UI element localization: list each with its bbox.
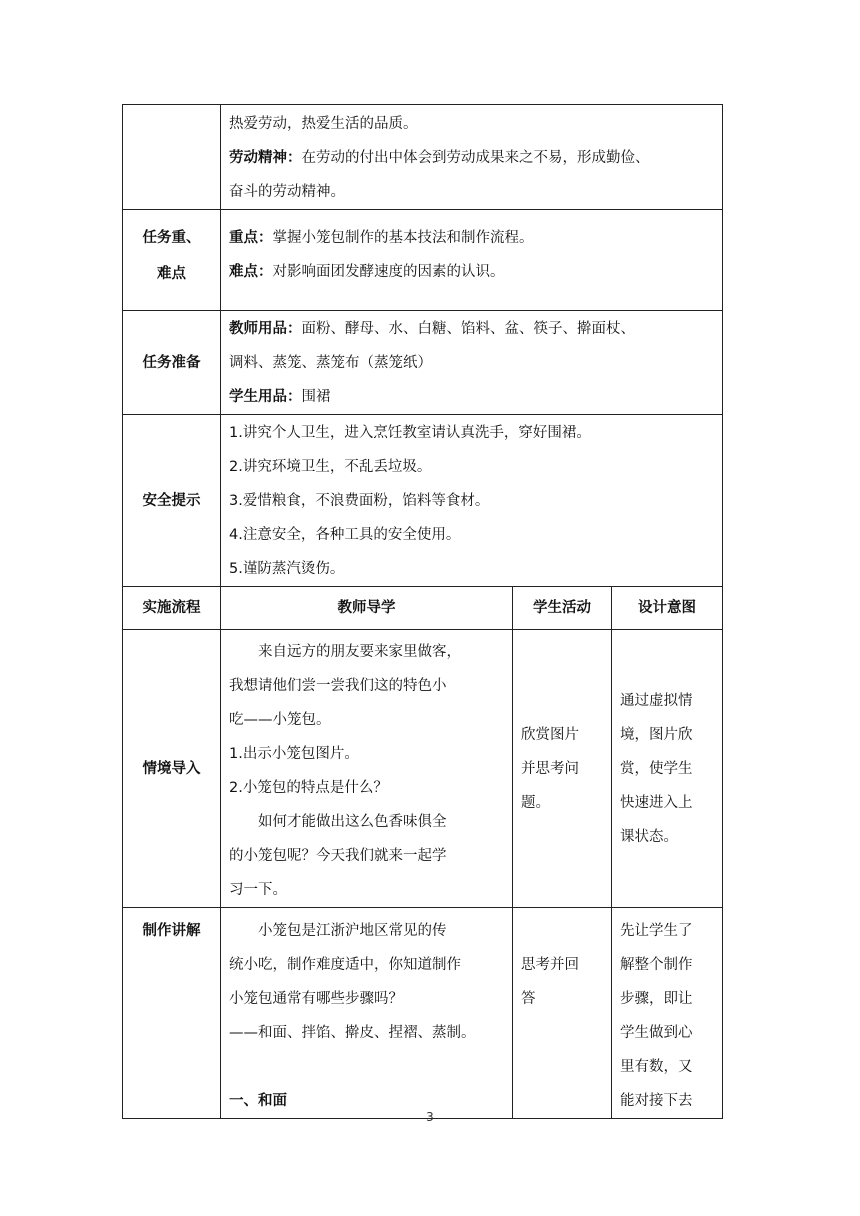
focus-label: 重点： <box>229 230 273 246</box>
key-points-content <box>221 210 723 311</box>
header-design-intent: 设计意图 <box>612 587 723 630</box>
table-header-row <box>123 587 723 630</box>
intro-teacher-line: 我想请他们尝一尝我们这的特色小 <box>229 678 447 694</box>
labor-spirit-line <box>229 141 716 175</box>
explain-student-content <box>513 908 612 1119</box>
intro-student-line: 题。 <box>521 794 550 811</box>
intro-design-line: 赏，使学生 <box>620 760 693 777</box>
header-teacher-guide: 教师导学 <box>221 587 513 630</box>
key-points-label-2: 难点 <box>157 266 186 282</box>
intro-teacher-line: 习一下。 <box>229 882 287 898</box>
difficulty-label: 难点： <box>229 264 273 280</box>
table-row-preparation <box>123 311 723 415</box>
key-points-label-cell <box>123 210 221 311</box>
intro-label: 情境导入 <box>123 630 221 908</box>
table-row-safety <box>123 415 723 587</box>
explain-student-line: 答 <box>521 991 536 1007</box>
safety-item: 2.讲究环境卫生，不乱丢垃圾。 <box>229 459 432 475</box>
explain-design-content <box>612 908 723 1119</box>
intro-teacher-content <box>221 630 513 908</box>
intro-student-line: 欣赏图片 <box>521 726 579 743</box>
teacher-supplies-text: 面粉、酵母、水、白糖、馅料、盆、筷子、擀面杖、 <box>301 321 635 337</box>
labor-spirit-text: 在劳动的付出中体会到劳动成果来之不易，形成勤俭、 <box>301 150 650 166</box>
explain-design-line: 学生做到心 <box>620 1025 693 1041</box>
safety-item: 1.讲究个人卫生，进入烹饪教室请认真洗手，穿好围裙。 <box>229 425 591 441</box>
goal-content <box>221 105 723 210</box>
intro-teacher-line: 如何才能做出这么色香味俱全 <box>258 814 447 830</box>
student-supplies-text: 围裙 <box>301 389 331 405</box>
explain-design-line: 解整个制作 <box>620 957 693 973</box>
intro-student-line: 并思考问 <box>521 760 579 777</box>
teacher-supplies-line <box>229 312 716 346</box>
preparation-content <box>221 311 723 415</box>
teacher-supplies-line-2: 调料、蒸笼、蒸笼布（蒸笼纸） <box>229 355 432 371</box>
intro-design-line: 境，图片欣 <box>620 726 693 743</box>
safety-label: 安全提示 <box>123 415 221 587</box>
goal-line: 热爱劳动，热爱生活的品质。 <box>229 116 418 132</box>
intro-student-content <box>513 630 612 908</box>
intro-teacher-line: 2.小笼包的特点是什么？ <box>229 780 388 796</box>
explain-design-line: 先让学生了 <box>620 923 693 939</box>
intro-teacher-line: 1.出示小笼包图片。 <box>229 746 359 762</box>
explain-teacher-line: ——和面、拌馅、擀皮、捏褶、蒸制。 <box>229 1025 476 1041</box>
table-row-explanation <box>123 908 723 1119</box>
table-row-continuation <box>123 105 723 210</box>
table-row-intro <box>123 630 723 908</box>
teacher-supplies-label: 教师用品： <box>229 321 302 337</box>
intro-design-content <box>612 630 723 908</box>
key-points-label-1: 任务重、 <box>142 230 201 246</box>
intro-design-line: 通过虚拟情 <box>620 692 693 709</box>
header-student-activity: 学生活动 <box>513 587 612 630</box>
safety-item: 4.注意安全，各种工具的安全使用。 <box>229 527 461 543</box>
explain-design-line: 能对接下去 <box>620 1093 693 1109</box>
section-title-kneading: 一、和面 <box>229 1093 287 1109</box>
preparation-label: 任务准备 <box>123 311 221 415</box>
explain-teacher-line: 小笼包是江浙沪地区常见的传 <box>258 923 447 939</box>
explain-design-line: 步骤，即让 <box>620 991 693 1007</box>
explain-label: 制作讲解 <box>123 908 221 1119</box>
student-supplies-line <box>229 380 716 414</box>
safety-item: 3.爱惜粮食，不浪费面粉，馅料等食材。 <box>229 493 490 509</box>
explain-design-line: 里有数，又 <box>620 1059 693 1075</box>
intro-teacher-line: 吃——小笼包。 <box>229 712 331 728</box>
table-row-key-points <box>123 210 723 311</box>
intro-teacher-line: 来自远方的朋友要来家里做客， <box>258 644 461 660</box>
explain-student-line: 思考并回 <box>521 957 579 973</box>
intro-teacher-line: 的小笼包呢？今天我们就来一起学 <box>229 848 447 864</box>
header-process: 实施流程 <box>123 587 221 630</box>
lesson-plan-table <box>122 104 723 1119</box>
focus-text: 掌握小笼包制作的基本技法和制作流程。 <box>272 230 534 246</box>
safety-item: 5.谨防蒸汽烫伤。 <box>229 561 345 577</box>
student-supplies-label: 学生用品： <box>229 389 302 405</box>
labor-spirit-label: 劳动精神： <box>229 150 302 166</box>
intro-design-line: 快速进入上 <box>620 794 693 811</box>
explain-teacher-line: 统小吃，制作难度适中，你知道制作 <box>229 957 461 973</box>
goal-line: 奋斗的劳动精神。 <box>229 184 345 200</box>
label-cell-empty <box>123 105 221 210</box>
safety-content <box>221 415 723 587</box>
intro-design-line: 课状态。 <box>620 828 678 845</box>
page-number: 3 <box>426 1110 434 1124</box>
explain-teacher-content <box>221 908 513 1119</box>
difficulty-text: 对影响面团发酵速度的因素的认识。 <box>272 264 505 280</box>
focus-line <box>229 221 716 255</box>
explain-teacher-line: 小笼包通常有哪些步骤吗？ <box>229 991 403 1007</box>
difficulty-line <box>229 255 716 289</box>
